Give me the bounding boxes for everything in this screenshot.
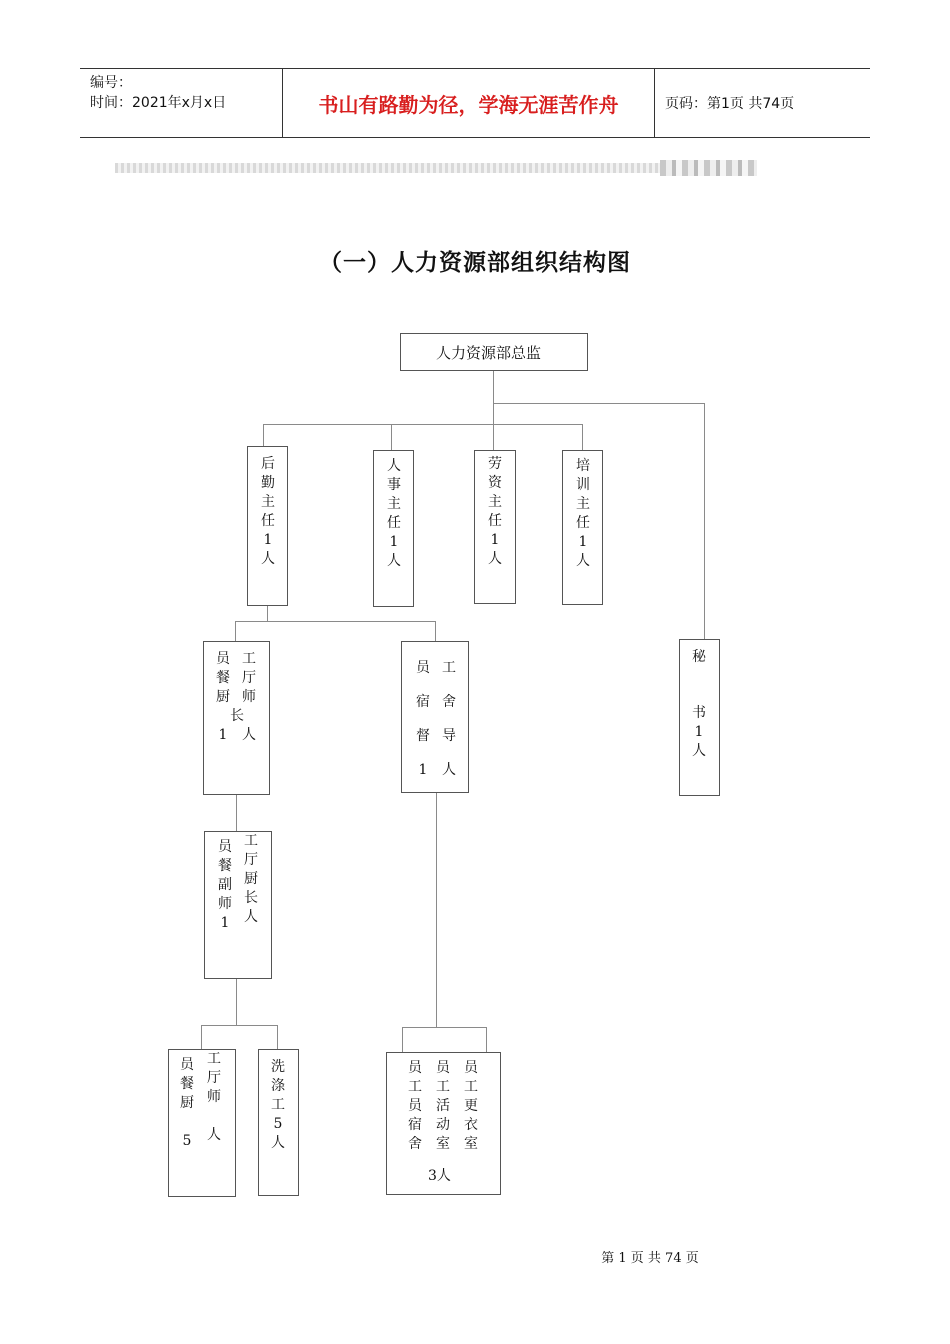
- canteen-chef-box: [203, 641, 270, 795]
- labor-supervisor-label: 劳 资 主 任 1 人: [488, 456, 502, 567]
- training-supervisor-label: 培 训 主 任 1 人: [576, 458, 590, 569]
- cooks-col1: 员 餐 厨 5: [180, 1057, 194, 1149]
- canteen-chef-col2: 工 厅 师 人: [242, 651, 256, 743]
- connector: [435, 621, 436, 641]
- header-table: [80, 68, 870, 138]
- hr-director-box: [400, 333, 588, 371]
- time-label: 时间：2021年x月x日: [90, 95, 227, 111]
- labor-supervisor-box: [474, 450, 516, 604]
- connector: [236, 978, 237, 1025]
- staff-activity-col: 员 工 活 动 室: [436, 1060, 450, 1152]
- connector: [235, 621, 236, 641]
- secretary-box: [679, 639, 720, 796]
- connector: [236, 794, 237, 832]
- page-footer: 第 1 页 共 74 页: [601, 1251, 699, 1266]
- connector: [235, 621, 436, 622]
- training-supervisor-box: [562, 450, 603, 605]
- decorative-bar-end: [660, 160, 757, 176]
- connector: [493, 404, 494, 450]
- personnel-supervisor-label: 人 事 主 任 1 人: [387, 458, 401, 569]
- connector: [277, 1025, 278, 1049]
- staff-count: 3人: [428, 1168, 451, 1184]
- connector: [704, 403, 705, 640]
- page-title: （一）人力资源部组织结构图: [319, 250, 631, 276]
- connector: [436, 792, 437, 1028]
- hr-director-label: 人力资源部总监: [436, 344, 542, 362]
- connector: [391, 424, 392, 450]
- sous-chef-box: [204, 831, 272, 979]
- laundry-label: 洗 涤 工 5 人: [271, 1059, 285, 1151]
- connector: [402, 1027, 487, 1028]
- secretary-label-top: 秘: [692, 649, 706, 665]
- connector: [493, 370, 494, 404]
- logistics-supervisor-label: 后 勤 主 任 1 人: [261, 456, 275, 567]
- cooks-box: [168, 1049, 236, 1197]
- secretary-label-bottom: 书 1 人: [692, 705, 706, 759]
- dormitory-col1: 员 宿 督 1: [416, 660, 430, 778]
- connector: [263, 424, 583, 425]
- number-label: 编号：: [90, 75, 132, 91]
- page-info: 页码：第1页 共74页: [665, 96, 795, 112]
- motto: 书山有路勤为径，学海无涯苦作舟: [282, 69, 655, 137]
- connector: [263, 424, 264, 448]
- canteen-chef-mid: 长: [230, 708, 244, 724]
- staff-rooms-box: [386, 1052, 501, 1195]
- connector: [201, 1025, 202, 1049]
- sous-chef-col1: 员 餐 副 师 1: [218, 839, 232, 931]
- connector: [201, 1025, 278, 1026]
- connector: [402, 1027, 403, 1053]
- connector: [493, 403, 704, 404]
- personnel-supervisor-box: [373, 450, 414, 607]
- canteen-chef-col1: 员 餐 厨 1: [216, 651, 230, 743]
- dormitory-supervisor-box: [401, 641, 469, 793]
- dormitory-col2: 工 舍 导 人: [442, 660, 456, 778]
- staff-dorm-col-top: 员 工: [408, 1060, 422, 1095]
- sous-chef-col2: 工 厅 厨 长 人: [244, 833, 258, 925]
- connector: [582, 424, 583, 450]
- staff-dorm-col: 员 宿 舍: [408, 1098, 422, 1152]
- logistics-supervisor-box: [247, 446, 288, 606]
- cooks-col2: 工 厅 师 人: [207, 1051, 221, 1143]
- connector: [486, 1027, 487, 1053]
- staff-locker-col: 员 工 更 衣 室: [464, 1060, 478, 1152]
- connector: [267, 605, 268, 621]
- laundry-box: [258, 1049, 299, 1196]
- header-meta: [80, 69, 282, 137]
